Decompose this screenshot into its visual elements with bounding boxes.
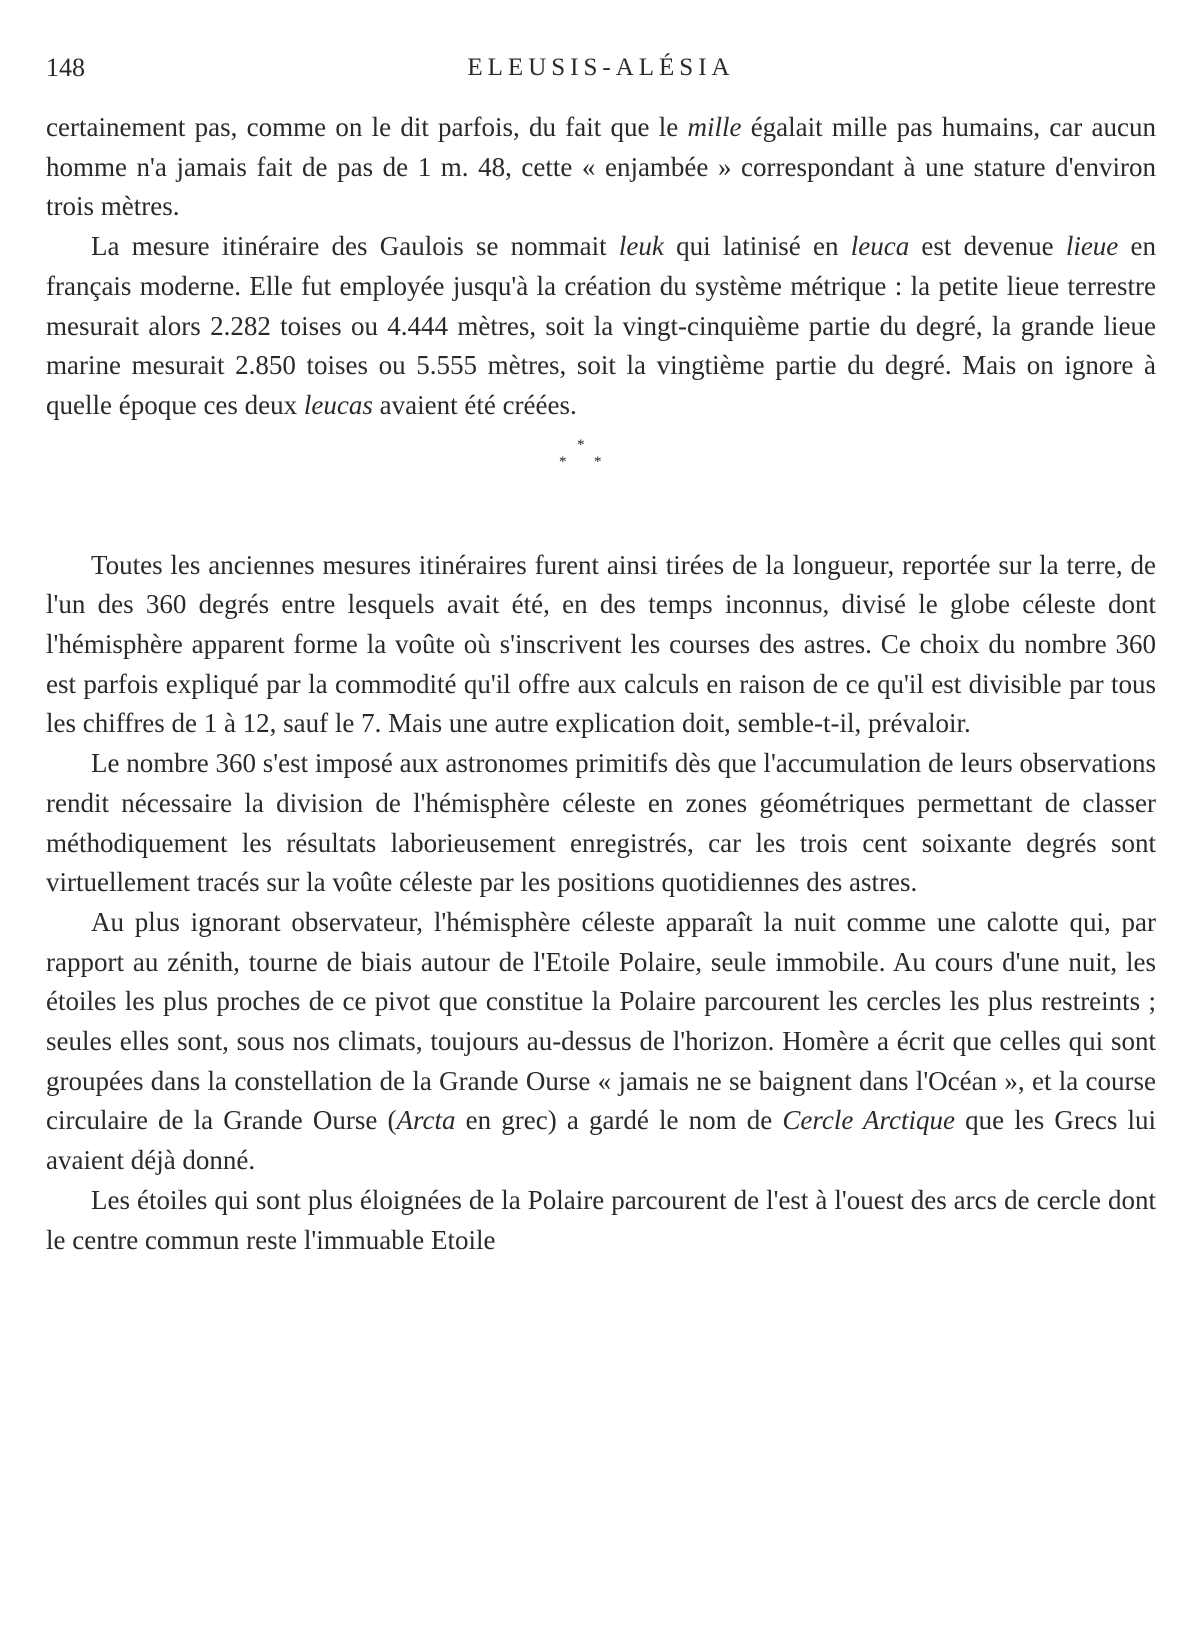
text-run: Toutes les anciennes mesures itinéraires furent ainsi tirées de la longueur, reportée sur la terre, de l'un des 360 degrés entre lesquels avait été, en des temps inconnus, divisé le globe céleste dont l'hémisphère apparent forme la voûte où s'inscrivent les courses des astres. Ce choix du nombre 360 est parfois expliqué par la commodité qu'il offre aux calculs en raison de ce qu'il est divisible par tous les chiffres de 1 à 12, sauf le 7. Mais une autre explication doit, semble-t-il, prévaloir. xyxy=(46,549,1156,739)
text-run: en français moderne. Elle fut employée jusqu'à la création du système métrique : la petite lieue terrestre mesurait alors 2.282 toises ou 4.444 mètres, soit la vingt-cinquième partie du degré, la grande lieue marine mesurait 2.850 toises ou 5.555 mètres, soit la vingtième partie du degré. Mais on ignore à quelle époque ces deux xyxy=(46,231,1156,420)
text-run: Les étoiles qui sont plus éloignées de la Polaire parcourent de l'est à l'ouest des arcs de cercle dont le centre commun reste l'immuable Etoile xyxy=(46,1184,1156,1255)
running-head xyxy=(46,48,1156,88)
italic-term-leuca: leuca xyxy=(850,231,910,262)
italic-term-lieue: lieue xyxy=(1065,231,1119,262)
separator-star: * xyxy=(594,453,602,470)
text-run: La mesure itinéraire des Gaulois se nommait xyxy=(91,231,619,262)
text-run: est devenue xyxy=(909,231,1066,262)
section-separator-asterism xyxy=(46,426,1156,546)
separator-star: * xyxy=(577,436,585,453)
text-run: Au plus ignorant observateur, l'hémisphère céleste apparaît la nuit comme une calotte qui, par rapport au zénith, tourne de biais autour de l'Etoile Polaire, seule immobile. Au cours d'une nuit, les étoiles les plus proches de ce pivot que constitue la Polaire parcourent les cercles les plus restreints ; seules elles sont, sous nos climats, toujours au-dessus de l'horizon. Homère a écrit que celles qui sont groupées dans la constellation de la Grande Ourse « jamais ne se baignent dans l'Océan », et la course circulaire de la Grande Ourse ( xyxy=(46,906,1156,1136)
paragraph-etoiles-eloignees xyxy=(46,1181,1156,1260)
separator-star: * xyxy=(559,453,567,470)
text-run: Le nombre 360 s'est imposé aux astronomes primitifs dès que l'accumulation de leurs observations rendit nécessaire la division de l'hémisphère céleste en zones géométriques permettant de classer méthodiquement les résultats laborieusement enregistrés, car les trois cent soixante degrés sont virtuellement tracés sur la voûte céleste par les positions quotidiennes des astres. xyxy=(46,748,1156,898)
page-number: 148 xyxy=(46,53,85,82)
italic-term-leuk: leuk xyxy=(618,231,664,262)
text-run: avaient été créées. xyxy=(372,389,577,420)
italic-term-mille: mille xyxy=(687,112,742,142)
text-run: qui latinisé en xyxy=(663,231,851,262)
body-text xyxy=(46,108,1156,1260)
running-title: ELEUSIS-ALÉSIA xyxy=(467,54,735,81)
paragraph-360-degrees xyxy=(46,546,1156,745)
paragraph-astronomes xyxy=(46,744,1156,903)
text-run: en grec) a gardé le nom de xyxy=(455,1105,783,1136)
paragraph-continuation xyxy=(46,108,1156,227)
paragraph-lieue xyxy=(46,227,1156,426)
text-run: certainement pas, comme on le dit parfois, du fait que le xyxy=(46,112,688,142)
italic-term-arcta: Arcta xyxy=(396,1105,456,1136)
italic-term-leucas: leucas xyxy=(303,389,373,420)
paragraph-polaire xyxy=(46,903,1156,1181)
italic-term-cercle-arctique: Cercle Arctique xyxy=(782,1105,956,1136)
text-run: égalait mille pas humains, car aucun homme n'a jamais fait de pas de 1 m. 48, cette « enjambée » correspondant à une stature d'environ trois mètres. xyxy=(46,112,1157,222)
text-run: que les Grecs lui avaient déjà donné. xyxy=(46,1105,1156,1176)
